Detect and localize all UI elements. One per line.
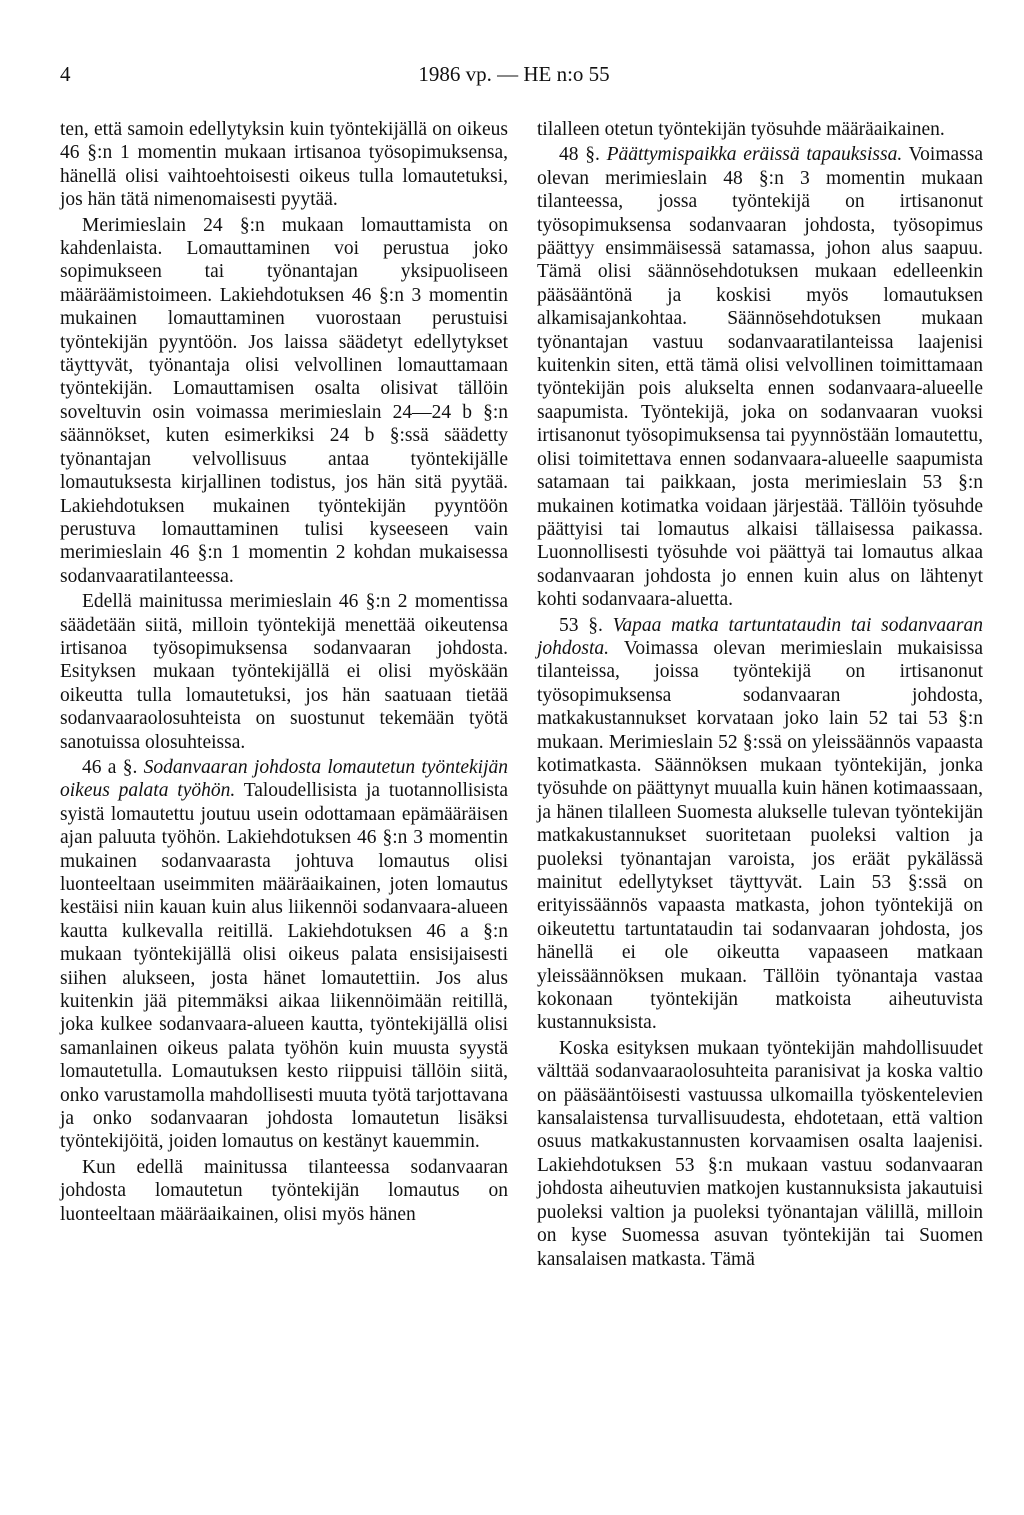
section-body: Taloudellisista ja tuotannollisista syistä lomautettu joutuu usein odottamaan epämääräisen ajan paluuta työhön. Lakiehdotuksen 46 §:n 3 momentin mukainen sodanvaarasta johtuva lomautus olisi luonteeltaan useimmiten määräaikainen, joten lomautus kestäisi niin kauan kuin alus liikennöi sodanvaara-alueen kautta kulkevalla reitillä. Lakiehdotuksen 46 a §:n mukaan työntekijällä olisi oikeus palata ensisijaisesti siihen alukseen, josta hänet lomautettiin. Jos alus kuitenkin jää pitemmäksi aikaa liikennöimään reitillä, joka kulkee sodanvaara-alueen kautta, työntekijällä olisi samanlainen oikeus palata työhön kuin muusta syystä lomautetulla. Lomautuksen kesto riippuisi tällöin siitä, onko varustamolla mahdollisesti muuta työtä tarjottavana ja onko sodanvaaran johdosta lomautetun lisäksi työntekijöitä, joiden lomautus on kestänyt kauemmin. (60, 780, 508, 1153)
paragraph: Koska esityksen mukaan työntekijän mahdollisuudet välttää sodanvaaraolosuhteita paranisivat ja koska valtio on pääsääntöisesti vastuussa ulkomailla työskentelevien kansalaistensa turvallisuudesta, ehdotetaan, että valtion osuus matkakustannusten korvaamisen osalta laajenisi. Lakiehdotuksen 53 §:n mukaan vastuu sodanvaaran johdosta aiheutuvien matkojen kustannuksista jakautuisi puoleksi valtion ja puoleksi työnantajan välillä, milloin on kyse Suomessa asuvan työntekijän tai Suomen kansalaisen matkasta. Tämä (537, 1037, 983, 1270)
paragraph: tilalleen otetun työntekijän työsuhde määräaikainen. (537, 119, 945, 140)
section-body: Voimassa olevan merimieslain 48 §:n 3 momentin mukaan tilanteessa, jossa työntekijä on irtisanonut työsopimuksensa sodanvaaran johdosta, työsopimus päättyy ensimmäisessä satamassa, johon alus saapuu. Tämä olisi säännösehdotuksen mukaan edelleenkin pääsääntönä ja koskisi myös lomautuksen alkamisajankohtaa. Säännösehdotuksen mukaan työnantajan vastuu sodanvaaratilanteissa laajenisi kuitenkin siten, että tämä olisi velvollinen toimittamaan työntekijän pois alukselta ennen sodanvaara-alueelle saapumista. Työntekijä, joka on sodanvaaran vuoksi irtisanonut työsopimuksensa tai pyynnöstään lomautettu, olisi toimitettava ennen sodanvaara-alueelle saapumista satamaan tai paikkaan, josta merimieslain 53 §:n mukainen kotimatka voidaan järjestää. Tällöin työsuhde päättyisi tai lomautus alkaisi tällaisessa paikassa. Luonnollisesti työsuhde voi päättyä tai lomautus alkaa sodanvaaran johdosta jo ennen kuin alus on lähtenyt kohti sodanvaara-aluetta. (537, 144, 984, 611)
section-number: 53 §. (559, 614, 603, 636)
paragraph: Kun edellä mainitussa tilanteessa sodanvaaran johdosta lomautetun työntekijän lomautus on luonteeltaan määräaikainen, olisi myös hänen (60, 1156, 508, 1225)
section-title: Sodanvaaran johdosta lomautetun työntekijän oikeus palata työhön. (60, 756, 509, 802)
right-column (537, 118, 983, 1271)
section-paragraph (537, 614, 983, 1035)
section-paragraph (537, 143, 983, 611)
page-number: 4 (60, 62, 71, 86)
paragraph: ten, että samoin edellytyksin kuin työntekijällä on oikeus 46 §:n 1 momentin mukaan irtisanoa työsopimuksensa, hänellä olisi vaihtoehtoisesti oikeus tulla lomautetuksi, jos hän tätä nimenomaisesti pyytää. (60, 119, 508, 211)
paragraph: Merimieslain 24 §:n mukaan lomauttamista on kahdenlaista. Lomauttaminen voi perustua joko sopimukseen tai työnantajan yksipuoliseen määräämistoimeen. Lakiehdotuksen 46 §:n 3 momentin mukainen lomauttaminen vuorostaan perustuisi työntekijän pyyntöön. Jos laissa säädetyt edellytykset täyttyvät, työnantaja olisi velvollinen lomauttamaan työntekijän. Lomauttamisen osalta olisivat tällöin soveltuvin osin voimassa merimieslain 24—24 b §:n säännökset, kuten esimerkiksi 24 b §:ssä säädetty työnantajan velvollisuus antaa työntekijälle lomautuksesta kirjallinen todistus, jos hän sitä pyytää. Lakiehdotuksen mukainen työntekijän pyyntöön perustuva lomauttaminen tulisi kyseeseen vain merimieslain 46 §:n 1 momentin 2 kohdan mukaisessa sodanvaaratilanteessa. (60, 214, 508, 587)
section-paragraph (60, 756, 508, 1154)
section-number: 46 a §. (82, 756, 138, 778)
page-header (60, 62, 968, 90)
section-body: Voimassa olevan merimieslain mukaisissa tilanteissa, joissa työntekijä on irtisanonut työsopimuksensa sodanvaaran johdosta, matkakustannukset korvataan joko lain 52 tai 53 §:n mukaan. Merimieslain 52 §:ssä on yleissäännös vapaasta kotimatkasta. Säännöksen mukaan työntekijän, jonka työsuhde on päättynyt muualla kuin hänen kotimaassaan, ja hänen tilalleen Suomesta alukselle tulevan työntekijän matkakustannukset suoritetaan puoleksi valtion ja puoleksi työnantajan varoista, jos eräät pykälässä mainitut edellytykset täyttyvät. Lain 53 §:ssä on erityissäännös vapaasta matkasta, johon työntekijä on oikeutettu tartuntataudin tai sodanvaaran johdosta, jos hänellä ei ole oikeutta vapaaseen matkaan yleissäännöksen mukaan. Tällöin työnantaja vastaa kokonaan työntekijän matkoista aiheutuvista kustannuksista. (537, 637, 983, 1034)
section-title: Vapaa matka tartuntataudin tai sodanvaaran johdosta. (537, 614, 984, 659)
section-number: 48 §. (559, 144, 600, 166)
left-column (60, 118, 508, 1226)
paragraph: Edellä mainitussa merimieslain 46 §:n 2 momentissa säädetään siitä, milloin työntekijä menettää oikeutensa irtisanoa työsopimuksensa sodanvaaran johdosta. Esityksen mukaan työntekijällä ei olisi myöskään oikeutta tulla lomautetuksi, jos hän saatuaan tietää sodanvaaraolosuhteista on suostunut tekemään työtä sanotuissa olosuhteissa. (60, 591, 508, 753)
section-title: Päättymispaikka eräissä tapauksissa. (606, 144, 903, 166)
running-head: 1986 vp. — HE n:o 55 (418, 62, 610, 86)
